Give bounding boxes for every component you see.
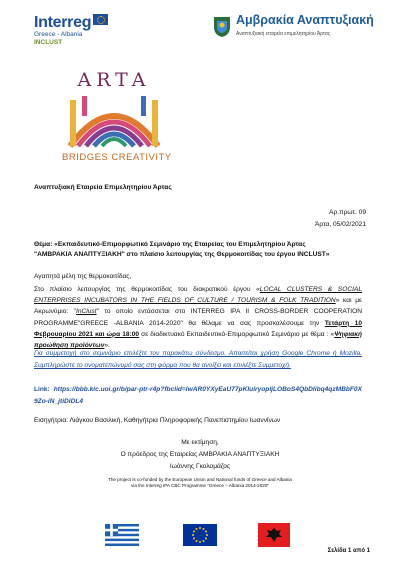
join-instructions: Για συμμετοχή στο σεμινάριο επιλέξτε τον παρακάτω σύνδεσμο. Απαιτείται χρήση Google Chrome ή Mozilla. Συμπληρώστε το ονοματεπώνυμό σας στη φόρμα που θα ανοίξει και επιλέξτε Συμμετοχή.: [34, 350, 362, 369]
eu-flag-icon: [93, 14, 108, 25]
seminar-link[interactable]: [34, 384, 362, 408]
seminar-topic: Ψηφιακή προώθηση προϊόντων: [34, 330, 363, 350]
funding-note: [0, 477, 400, 489]
ambrakia-emblem-icon: [210, 13, 234, 39]
page-number: Σελίδα 1 από 1: [327, 548, 370, 554]
greeting: Αγαπητά μέλη της θερμοκοιτίδας,: [34, 273, 132, 280]
org-name: Αναπτυξιακή Εταιρεία Επιμελητηρίου Άρτας: [34, 184, 172, 191]
ambrakia-title: Αμβρακία Αναπτυξιακή: [236, 13, 374, 27]
closing: Με εκτίμηση,: [181, 439, 219, 446]
interreg-logo: [34, 14, 130, 47]
signature-name: Ιωάννης Γκολομάζος: [169, 463, 231, 470]
interreg-project: INCLUST: [34, 39, 63, 46]
funding-line2: via the Interreg IPA CBC Programme "Greece – Albania 2014-2020": [131, 483, 269, 488]
p1-part-d: σε διαδικτυακό Εκπαιδευτικό-Επιμορφωτικό Σεμινάριο με θέμα : «: [139, 330, 335, 338]
subject-label: Θέμα:: [34, 241, 53, 248]
greece-flag-icon: [105, 524, 139, 546]
p1-part-b: » και με Ακρωνύμιο: ": [34, 297, 362, 316]
project-acronym: InClust: [76, 308, 97, 316]
funding-line1: The project is co-funded by the European Union and National funds of Greece and Albania: [108, 477, 292, 482]
document-date: Άρτα, 05/02/2021: [314, 221, 366, 228]
link-url[interactable]: https://bbb.kic.uoi.gr/b/par-ptr-r4p?fbclid=IwAR0YXyEaU77pKluiryopljLOBoS4QbDIibq4qzMBbF0X9Zo-iN_jtiDiDL4: [34, 386, 362, 405]
link-label: Link:: [34, 386, 50, 393]
signature-role: Ο πρόεδρος της Εταιρείας ΑΜΒΡΑΚΙΑ ΑΝΑΠΤΥΞΙΑΚΗ: [120, 451, 280, 458]
invitation-paragraph: [34, 284, 362, 351]
project-title: LOCAL CLUSTERS & SOCIAL ENTERPRISES INCUBATORS IN THE FIELDS OF CULTURE / TOURISM & FOLK TRADITION: [34, 286, 362, 305]
protocol-number: Αρ.πρωτ. 09: [329, 209, 366, 216]
speaker: Εισηγήτρια: Λιάγκου Βασιλική, Καθηγήτρια Πληροφορικής Πανεπιστημίου Ιωαννίνων: [34, 417, 281, 424]
subject: [34, 240, 306, 250]
p1-part-e: ».: [104, 342, 110, 350]
p1-part-a: Στο πλαίσιο λειτουργίας της θερμοκοιτίδας του διακρατικού έργου «: [34, 286, 260, 293]
albania-flag-icon: [258, 523, 290, 547]
subject-line1: «Εκπαιδευτικό-Επιμορφωτικό Σεμινάριο της Εταιρείας του Επιμελητηρίου Άρτας: [54, 241, 306, 248]
subject-line2: "ΑΜΒΡΑΚΙΑ ΑΝΑΠΤΥΞΙΑΚΗ" στο πλαίσιο λειτουργίας της Θερμοκοιτίδας του έργου INCLUST»: [34, 251, 330, 258]
ambrakia-subtitle: Αναπτυξιακή εταιρεία επιμελητηρίου Άρτας: [236, 31, 331, 37]
interreg-word: Interreg: [34, 14, 92, 31]
arta-word: ARTA: [77, 69, 151, 91]
p1-part-c: " το οποίο εντάσσεται στο INTERREG IPA II CROSS-BORDER COOPERATION PROGRAMME"GREECE -ALBANIA 2014-2020" θα θέλαμε να σας προσκαλέσουμε την: [34, 308, 362, 327]
arta-tagline: BRIDGES CREATIVITY: [62, 152, 172, 163]
interreg-program: Greece - Albania: [34, 31, 83, 38]
arta-bridges-logo: [62, 66, 166, 152]
seminar-date: Τετάρτη 10 Φεβρουαρίου 2021 και ώρα 18:00: [34, 319, 362, 338]
eu-flag-icon: [183, 524, 217, 546]
